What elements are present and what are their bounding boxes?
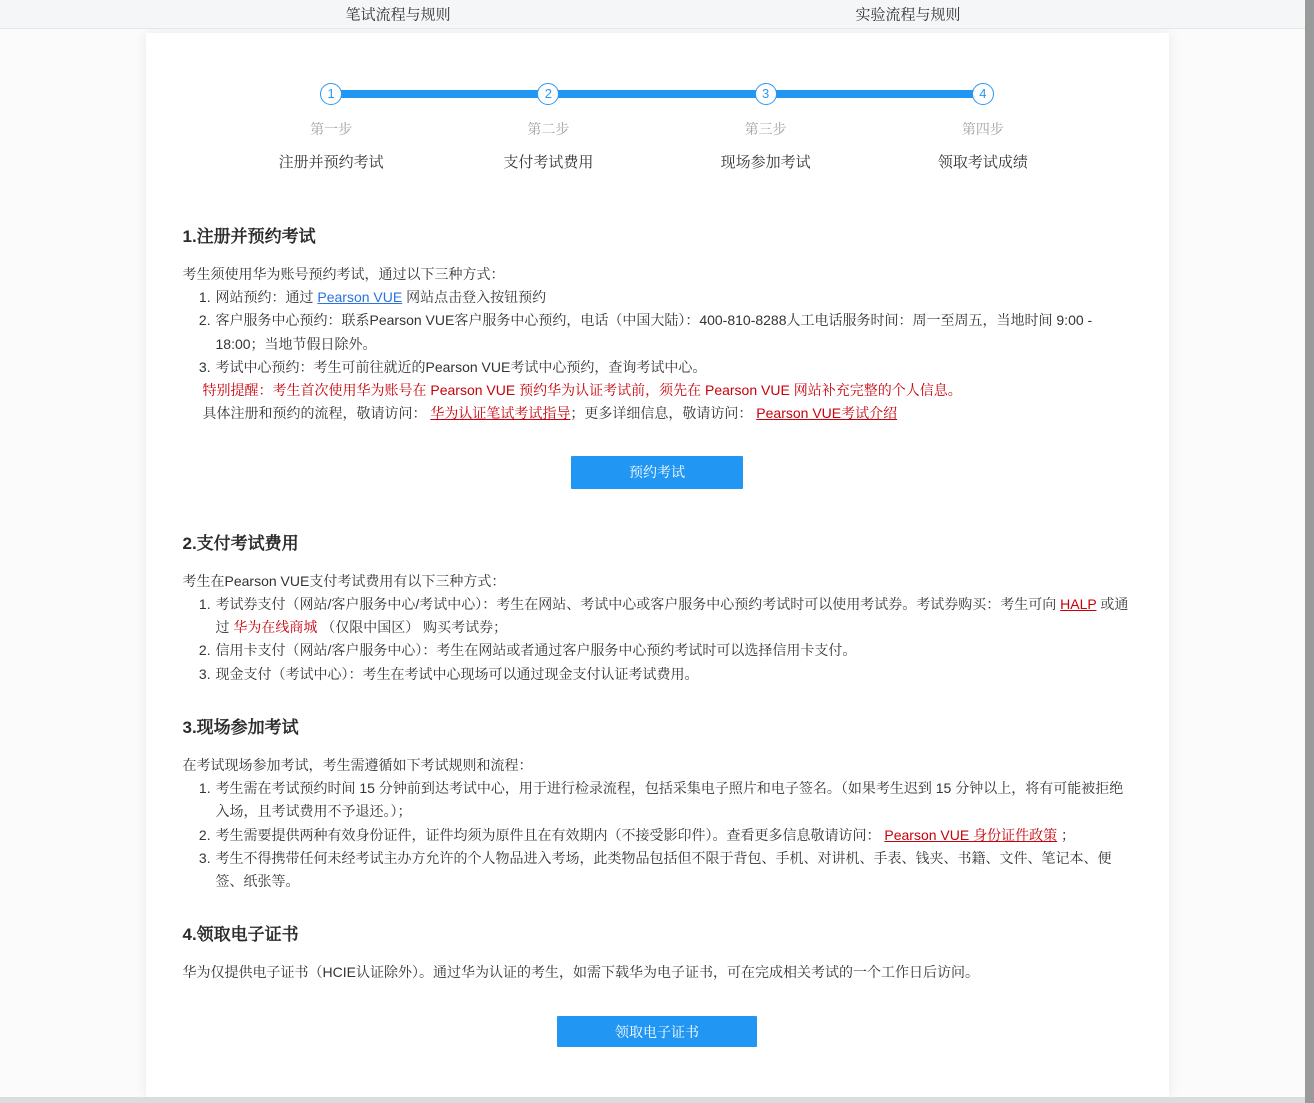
text-fragment: 考生需要提供两种有效身份证件，证件均须为原件且在有效期内（不接受影印件）。查看更多信息敬请访问： xyxy=(215,826,885,843)
section-3-intro: 在考试现场参加考试，考生需遵循如下考试规则和流程： xyxy=(182,756,533,773)
section-2-intro: 考生在Pearson VUE支付考试费用有以下三种方式： xyxy=(182,572,506,589)
section-take-exam-onsite xyxy=(183,713,1132,893)
exam-steps-progress xyxy=(183,33,1132,172)
section-pay-exam-fee xyxy=(183,529,1132,686)
step-1-label: 第一步 xyxy=(310,121,353,137)
list-item: 1. 考生需在考试预约时间 15 分钟前到达考试中心，用于进行检录流程，包括采集电子照片和电子签名。（如果考生迟到 15 分钟以上，将有可能被拒绝入场，且考试费用不予退还。）； xyxy=(215,777,1132,824)
halp-link[interactable]: HALP xyxy=(1060,595,1097,612)
text-fragment: （仅限中国区） 购买考试券； xyxy=(317,619,508,636)
get-certificate-button[interactable]: 领取电子证书 xyxy=(557,1016,757,1047)
list-item xyxy=(215,286,1132,309)
section-1-heading: 1.注册并预约考试 xyxy=(182,227,316,246)
step-3-label: 第三步 xyxy=(744,121,787,137)
content-card xyxy=(146,33,1169,1097)
list-item: 2. 信用卡支付（网站/客户服务中心）：考生在网站或者通过客户服务中心预约考试时可以选择信用卡支付。 xyxy=(215,639,1132,662)
list-item: 3. 考试中心预约：考生可前往就近的Pearson VUE考试中心预约，查询考试中心。 xyxy=(215,356,1132,379)
stepper-track xyxy=(331,90,983,98)
section-2-list xyxy=(183,593,1132,686)
section-register-and-book xyxy=(183,222,1132,489)
pearson-vue-exam-intro-link[interactable]: Pearson VUE考试介绍 xyxy=(756,405,898,422)
step-1-circle: 1 xyxy=(320,83,342,105)
text-fragment: 网站点击登入按钮预约 xyxy=(402,289,547,305)
text-fragment: 网站预约：通过 xyxy=(215,289,318,305)
step-4-circle: 4 xyxy=(972,83,994,105)
section-4-heading: 4.领取电子证书 xyxy=(182,925,299,945)
book-exam-button[interactable]: 预约考试 xyxy=(571,456,743,489)
list-item: 3. 考生不得携带任何未经考试主办方允许的个人物品进入考场，此类物品包括但不限于背包、手机、对讲机、手表、钱夹、书籍、文件、笔记本、便签、纸张等。 xyxy=(215,847,1132,894)
special-reminder: 特别提醒：考生首次使用华为账号在 Pearson VUE 预约华为认证考试前，须先在 Pearson VUE 网站补充完整的个人信息。 xyxy=(202,382,962,399)
section-1-note xyxy=(203,402,1132,425)
vertical-scrollbar[interactable] xyxy=(1305,0,1314,1103)
step-2-name: 支付考试费用 xyxy=(503,154,594,171)
section-3-heading: 3.现场参加考试 xyxy=(182,717,299,737)
step-1-name: 注册并预约考试 xyxy=(278,154,384,171)
step-2-circle: 2 xyxy=(537,83,559,105)
step-4-label: 第四步 xyxy=(961,121,1004,137)
list-item: 3. 现金支付（考试中心）：考生在考试中心现场可以通过现金支付认证考试费用。 xyxy=(215,663,1132,686)
tab-written-exam-process[interactable]: 笔试流程与规则 xyxy=(346,4,451,25)
text-fragment: 具体注册和预约的流程，敬请访问： xyxy=(202,405,431,422)
top-tab-bar xyxy=(0,0,1314,29)
section-2-heading: 2.支付考试费用 xyxy=(182,533,299,553)
section-3-list xyxy=(183,777,1132,893)
pearson-vue-link[interactable]: Pearson VUE xyxy=(317,289,403,305)
section-1-list xyxy=(183,286,1132,379)
huawei-online-store-link[interactable]: 华为在线商城 xyxy=(233,619,318,636)
id-policy-link[interactable]: Pearson VUE 身份证件政策 xyxy=(884,826,1058,843)
step-3-circle: 3 xyxy=(755,83,777,105)
page-bottom-edge xyxy=(0,1097,1314,1103)
text-fragment: 考试券支付（网站/客户服务中心/考试中心）：考生在网站、考试中心或客户服务中心预约考试时可以使用考试券。考试券购买：考生可向 xyxy=(215,595,1061,612)
section-1-intro: 考生须使用华为账号预约考试，通过以下三种方式： xyxy=(182,266,505,282)
written-exam-guide-link[interactable]: 华为认证笔试考试指导 xyxy=(430,405,571,422)
text-fragment: ； xyxy=(1057,826,1075,843)
tab-lab-exam-process[interactable]: 实验流程与规则 xyxy=(855,4,960,25)
list-item xyxy=(215,824,1132,847)
step-2-label: 第二步 xyxy=(527,121,570,137)
section-4-intro: 华为仅提供电子证书（HCIE认证除外）。通过华为认证的考生，如需下载华为电子证书，可在完成相关考试的一个工作日后访问。 xyxy=(182,964,979,981)
step-3-name: 现场参加考试 xyxy=(720,154,811,171)
step-4-name: 领取考试成绩 xyxy=(937,154,1028,171)
section-get-e-certificate xyxy=(183,920,1132,1047)
list-item xyxy=(215,593,1132,640)
list-item: 2. 客户服务中心预约：联系Pearson VUE客户服务中心预约，电话（中国大陆）：400-810-8288人工电话服务时间：周一至周五，当地时间 9:00 - 18:00；当地节假日除外。 xyxy=(215,309,1132,356)
text-fragment: 或通过 xyxy=(215,595,1129,636)
text-fragment: ；更多详细信息，敬请访问： xyxy=(570,405,757,422)
